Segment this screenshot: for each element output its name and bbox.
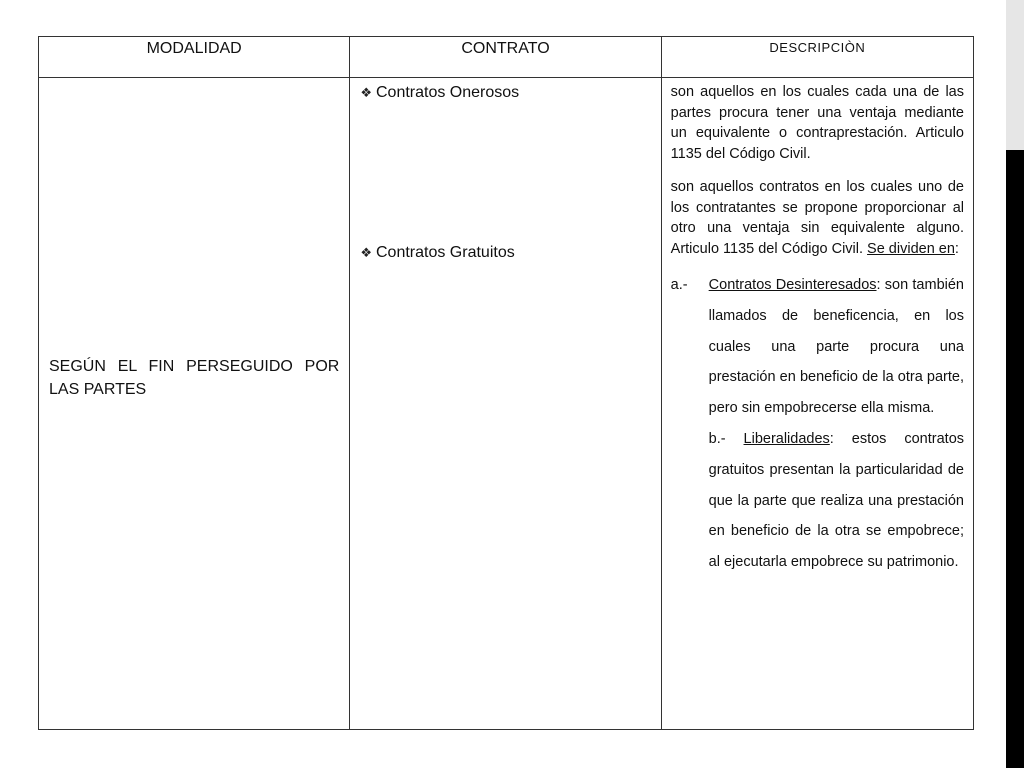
desc-onerosos: son aquellos en los cuales cada una de las partes procura tener una ventaja mediante un equivalente o contraprestación. Articulo 1135 del Código Civil. — [670, 84, 964, 162]
desc-item-a — [671, 270, 964, 424]
modalidad-cell — [39, 78, 350, 730]
desc-gratuitos-intro: son aquellos contratos en los cuales uno de los contratantes se propone proporcionar al otro una ventaja sin equivalente alguno. Articulo 1135 del Código Civil. — [670, 179, 964, 257]
side-bar-light-segment — [1006, 0, 1024, 150]
item-a-text: : son también llamados de beneficencia, en los cuales una parte procura una prestación en beneficio de la otra parte, pero sin empobrecerse ella misma. — [708, 277, 964, 417]
diamond-bullet-icon: ❖ — [360, 245, 372, 260]
desc-gratuitos-colon: : — [954, 240, 959, 257]
header-modalidad-label: MODALIDAD — [146, 40, 242, 57]
desc-item-b — [671, 424, 964, 578]
table-header-row — [39, 37, 974, 78]
diamond-bullet-icon: ❖ — [360, 85, 372, 100]
side-bar-dark-segment — [1006, 150, 1024, 768]
item-a-marker: a.- — [670, 277, 688, 293]
header-descripcion — [661, 37, 973, 78]
contrato-item-gratuitos — [360, 243, 514, 263]
contrato-item-onerosos — [360, 83, 519, 103]
desc-gratuitos-divide: Se dividen en — [867, 240, 955, 257]
slide-side-bar — [1006, 0, 1024, 768]
item-a-term: Contratos Desinteresados — [708, 277, 877, 293]
item-b-marker: b.- — [708, 430, 726, 447]
table-row — [39, 78, 974, 730]
descripcion-cell — [661, 78, 973, 730]
contrato-label: Contratos Onerosos — [375, 84, 520, 101]
contract-table — [38, 36, 974, 730]
item-b-term: Liberalidades — [743, 430, 830, 447]
item-b-text: : estos contratos gratuitos presentan la particularidad de que la parte que realiza una prestación en beneficio de la otra se empobrece; al ejecutarla empobrece su patrimonio. — [708, 430, 965, 571]
contrato-cell — [350, 78, 661, 730]
header-contrato — [350, 37, 661, 78]
header-descripcion-label: DESCRIPCIÒN — [769, 40, 866, 55]
header-contrato-label: CONTRATO — [461, 40, 550, 57]
desc-gratuitos — [671, 177, 964, 259]
header-modalidad — [39, 37, 350, 78]
modalidad-text: SEGÚN EL FIN PERSEGUIDO POR LAS PARTES — [49, 358, 340, 398]
contrato-label: Contratos Gratuitos — [375, 244, 515, 261]
